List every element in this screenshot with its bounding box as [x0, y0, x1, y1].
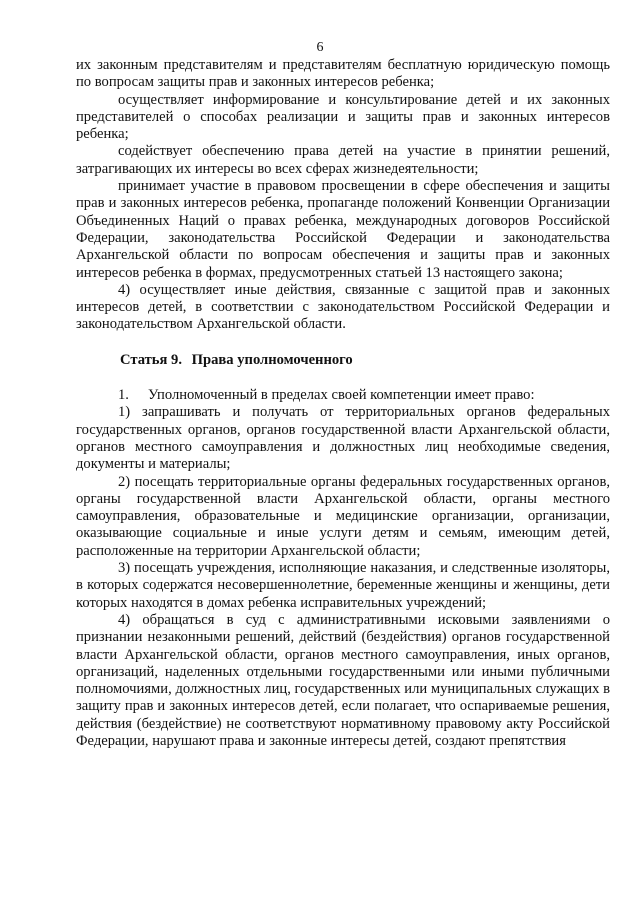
subpoint-1: 1) запрашивать и получать от территориальных органов федеральных государственных органов, органов государственной власти Архангельской области, органов местного самоуправления и должностных лиц необходимые сведения, документы и материалы; [76, 404, 610, 473]
article-number: Статья 9. [120, 351, 182, 368]
article-title: Права уполномоченного [191, 351, 353, 368]
paragraph-informing: осуществляет информирование и консультирование детей и их законных представителей о способах реализации и защиты прав и законных интересов ребенка; [76, 91, 610, 143]
page-number: 6 [316, 40, 324, 55]
paragraph-other-actions: 4) осуществляет иные действия, связанные с защитой прав и законных интересов детей, в соответствии с законодательством Российской Федерации и законодательством Архангельской области. [76, 281, 610, 333]
paragraph-continuation: их законным представителям и представителям бесплатную юридическую помощь по вопросам защиты прав и законных интересов ребенка; [76, 57, 610, 91]
point-1-text: Уполномоченный в пределах своей компетенции имеет право: [148, 387, 535, 404]
document-body [76, 57, 610, 750]
subpoint-2: 2) посещать территориальные органы федеральных государственных органов, органы государственной власти Архангельской области, органы местного самоуправления, образовательные и медицинские организации, организации, оказывающие социальные и иные услуги детям и семьям, имеющим детей, расположенные на территории Архангельской области; [76, 473, 610, 559]
paragraph-legal-education: принимает участие в правовом просвещении в сфере обеспечения и защиты прав и законных интересов ребенка, пропаганде положений Конвенции Организации Объединенных Наций о правах ребенка, международных договоров Российской Федерации, законодательства Российской Федерации и законодательства Архангельской области по вопросам обеспечения и защиты прав и законных интересов ребенка в формах, предусмотренных статьей 13 настоящего закона; [76, 178, 610, 281]
subpoint-3: 3) посещать учреждения, исполняющие наказания, и следственные изоляторы, в которых содержатся несовершеннолетние, беременные женщины и женщины, дети которых находятся в домах ребенка исправительных учреждений; [76, 560, 610, 611]
point-1-number: 1. [118, 387, 129, 404]
paragraph-participation: содействует обеспечению права детей на участие в принятии решений, затрагивающих их интересы во всех сферах жизнедеятельности; [76, 143, 610, 177]
point-1 [76, 387, 610, 404]
subpoint-4: 4) обращаться в суд с административными исковыми заявлениями о признании незаконными решений, действий (бездействия) органов государственной власти Архангельской области, органов местного самоуправления, иных органов, организаций, наделенных отдельными государственными или иными публичными полномочиями, должностных лиц, государственных или муниципальных служащих в защиту прав и законных интересов детей, если полагает, что оспариваемые решения, действия (бездействие) не соответствуют нормативному правовому акту Российской Федерации, нарушают права и законные интересы детей, создают препятствия [76, 611, 610, 749]
article-heading [76, 352, 610, 369]
